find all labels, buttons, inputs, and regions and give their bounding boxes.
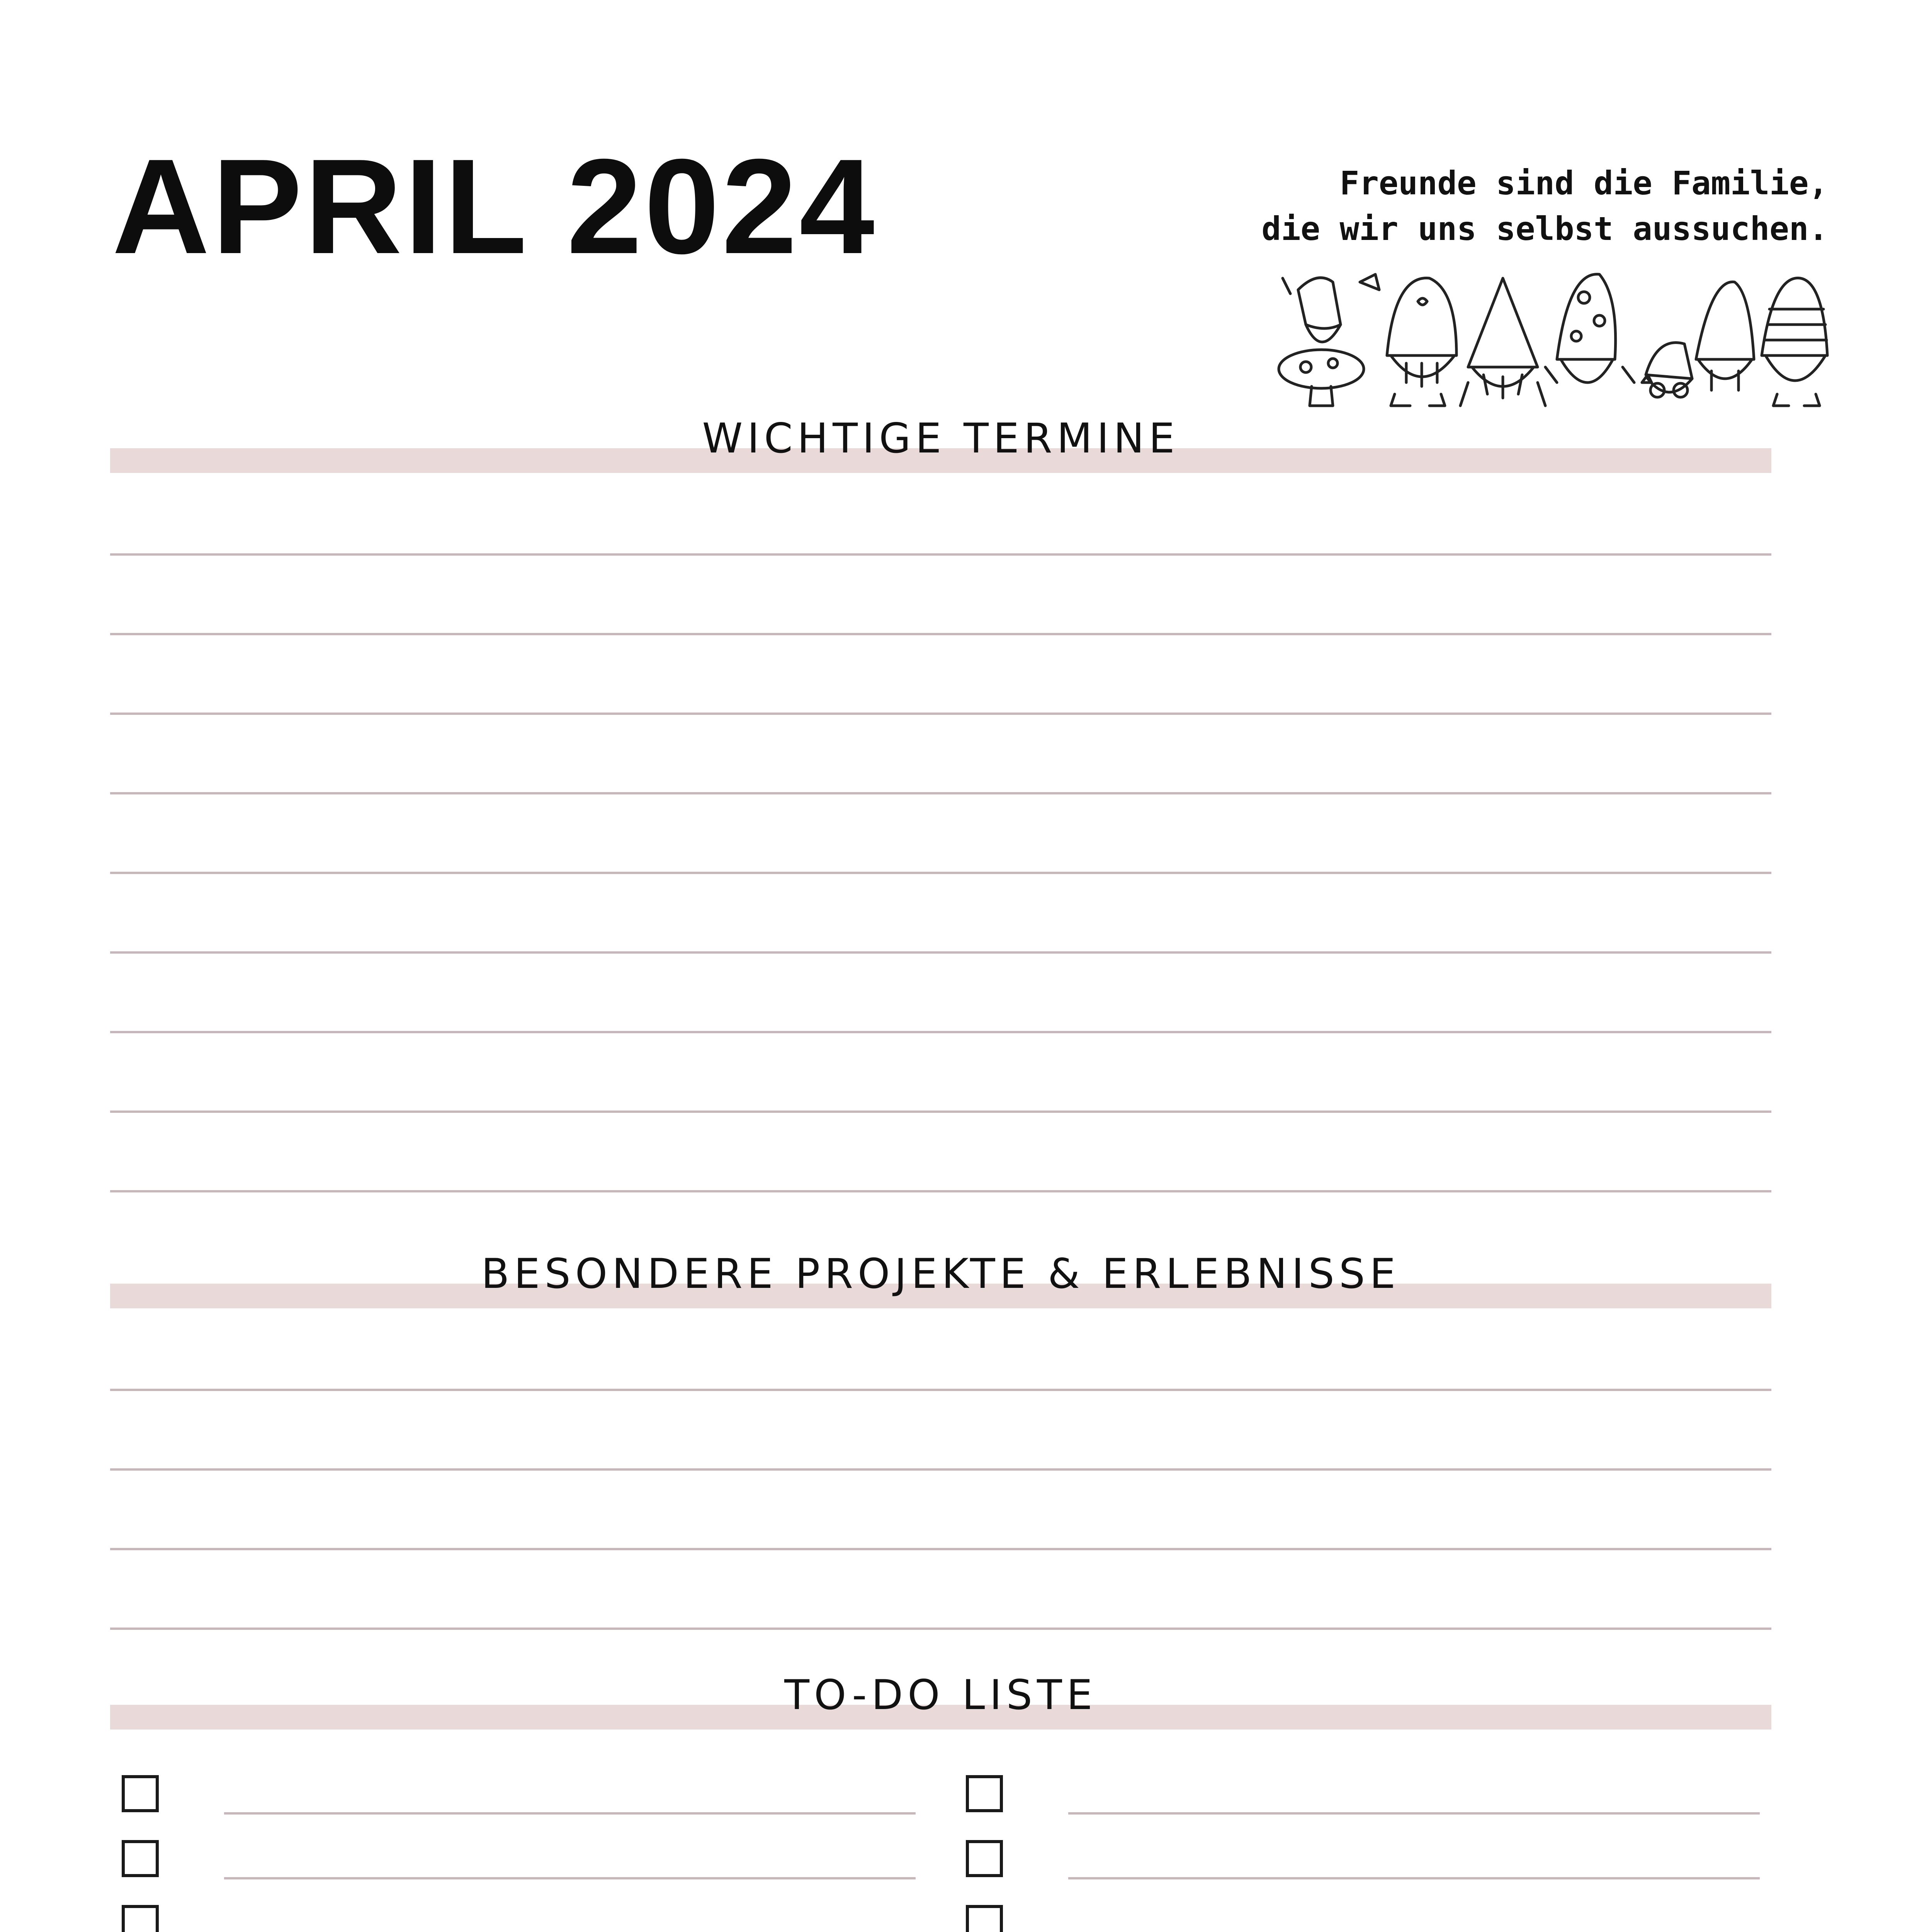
writing-line[interactable] [110,1628,1771,1630]
writing-line[interactable] [110,1190,1771,1192]
todo-heading: TO-DO LISTE [784,1671,1097,1719]
gnome-icon [1545,274,1652,383]
gnome-icon [1279,274,1379,406]
todo-checkbox[interactable] [966,1905,1003,1932]
quote-line-2: die wir uns selbst aussuchen. [1261,210,1828,248]
writing-line[interactable] [110,553,1771,556]
todo-checkbox[interactable] [122,1905,159,1932]
todo-checkbox[interactable] [122,1840,159,1877]
todo-line[interactable] [224,1812,916,1815]
gnome-icon [1646,343,1692,397]
writing-line[interactable] [110,713,1771,715]
todo-line[interactable] [224,1877,916,1879]
writing-line[interactable] [110,1548,1771,1550]
writing-line[interactable] [110,872,1771,874]
gnome-icon [1387,278,1456,406]
quote [1261,160,1828,252]
page-title: APRIL 2024 [112,131,877,282]
writing-line[interactable] [110,1111,1771,1113]
writing-line[interactable] [110,1468,1771,1471]
todo-line[interactable] [1068,1877,1760,1879]
todo-checkbox[interactable] [966,1840,1003,1877]
gnome-icon [1460,278,1545,406]
writing-line[interactable] [110,792,1771,794]
gnome-icon [1696,282,1754,390]
writing-line[interactable] [110,1031,1771,1033]
writing-line[interactable] [110,951,1771,954]
writing-line[interactable] [110,633,1771,635]
todo-checkbox[interactable] [122,1775,159,1812]
gnome-icon [1762,278,1827,406]
projekte-heading: BESONDERE PROJEKTE & ERLEBNISSE [481,1250,1400,1298]
termine-heading: WICHTIGE TERMINE [702,415,1179,462]
todo-line[interactable] [1068,1812,1760,1815]
quote-line-1: Freunde sind die Familie, [1339,164,1828,202]
writing-line[interactable] [110,1389,1771,1391]
gnome-family-illustration [1275,267,1835,410]
todo-checkbox[interactable] [966,1775,1003,1812]
